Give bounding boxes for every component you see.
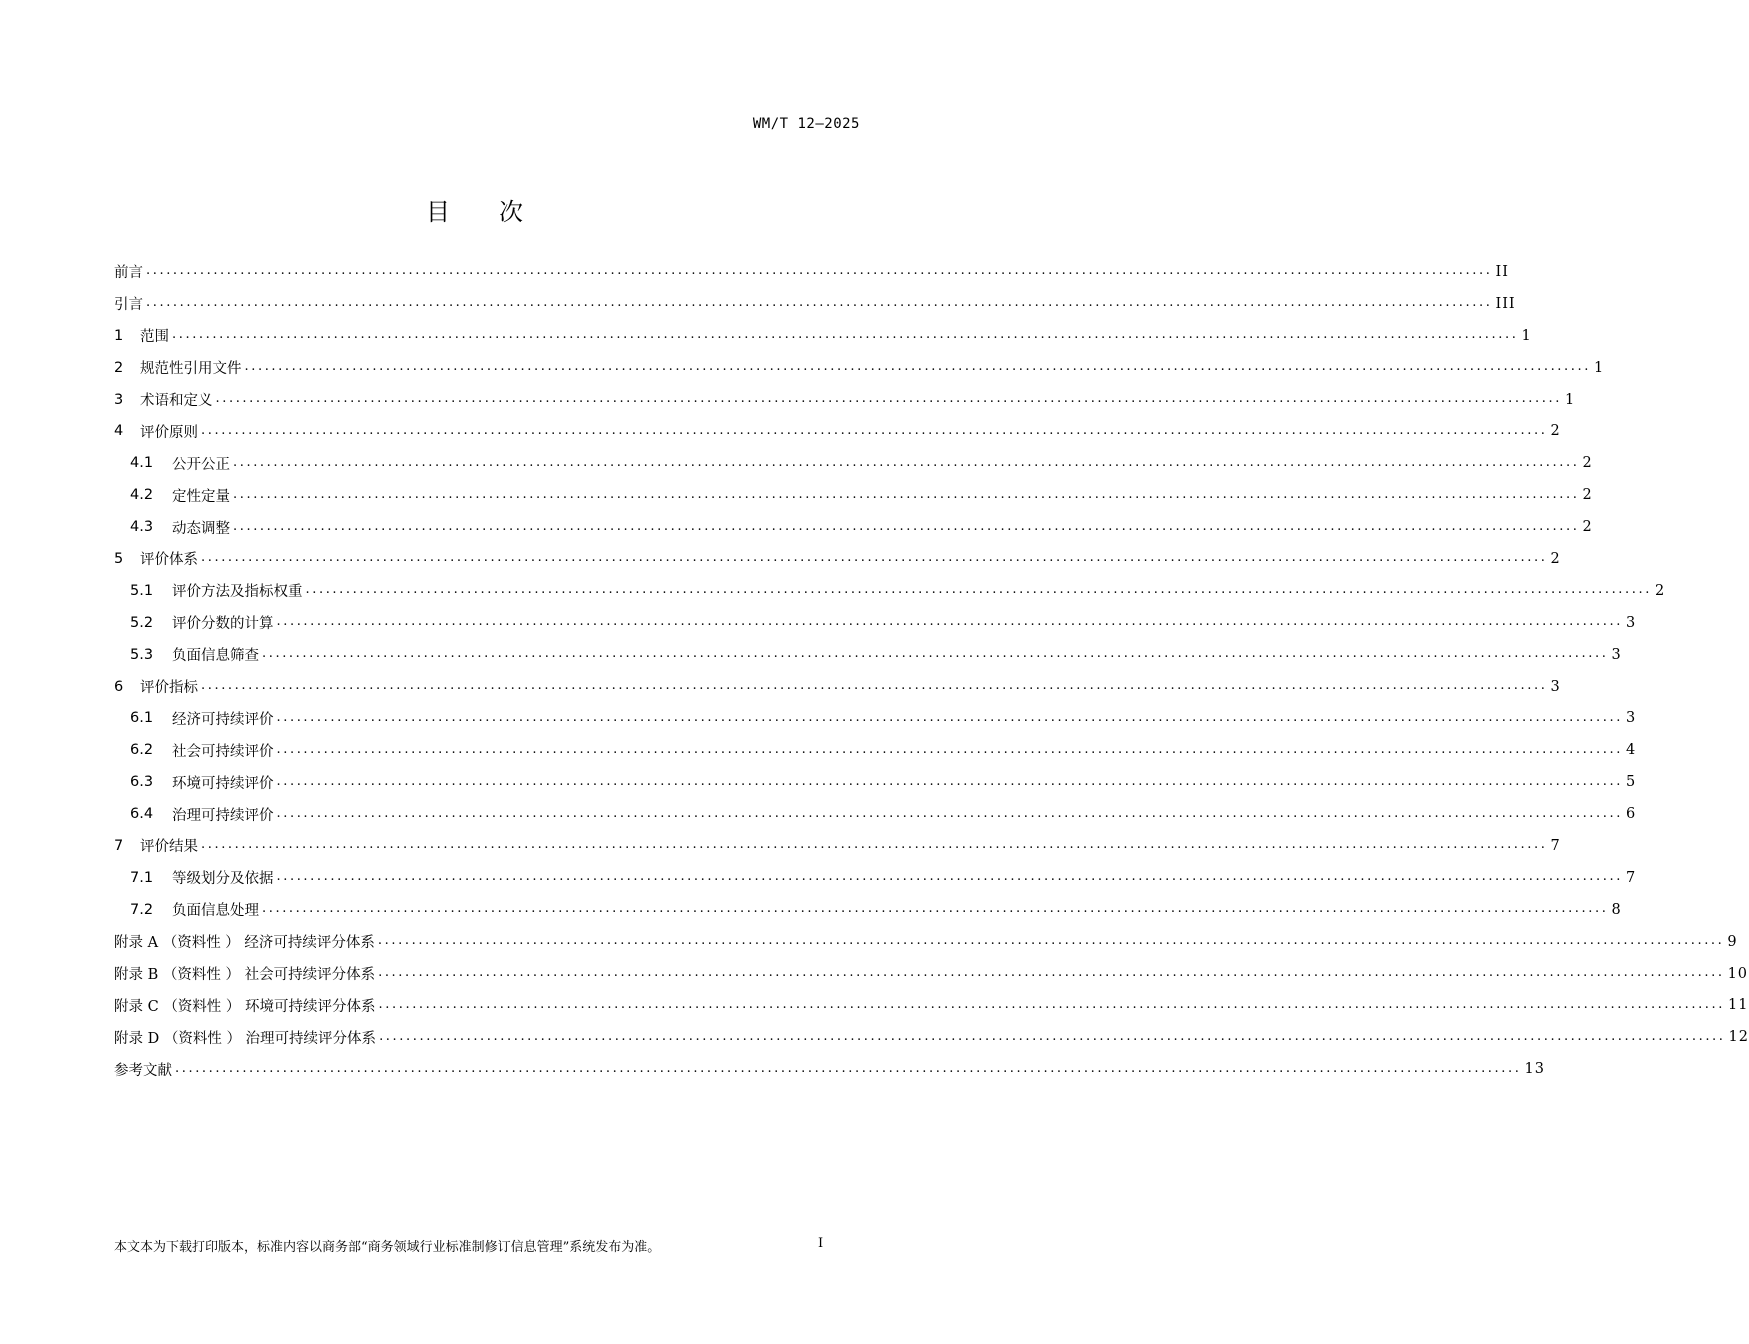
toc-entry-label: 社会可持续评价 — [172, 743, 274, 760]
toc-entry-page: 3 — [1550, 678, 1561, 695]
toc-entry-page: 12 — [1728, 1029, 1749, 1046]
toc-entry-page: 8 — [1611, 901, 1622, 918]
toc-entry-number: 6.3 — [130, 774, 154, 791]
toc-entry-page: 2 — [1582, 519, 1593, 536]
toc-entry[interactable] — [114, 702, 1637, 734]
toc-entry-number: 7 — [114, 837, 124, 854]
toc-dot-leader: ........................................................................................................................................................................................................ — [276, 614, 1623, 630]
toc-list — [114, 256, 1749, 1085]
toc-entry-label: 公开公正 — [172, 456, 230, 473]
toc-entry-number: 5 — [114, 550, 124, 567]
toc-entry[interactable] — [114, 575, 1666, 607]
toc-entry-number: 2 — [114, 359, 124, 376]
toc-dot-leader: ........................................................................................................................................................................................................ — [146, 295, 1493, 311]
footer-note: 本文本为下载打印版本，标准内容以商务部“商务领域行业标准制修订信息管理”系统发布为准。 — [114, 1240, 661, 1255]
toc-entry-page: 9 — [1727, 933, 1738, 950]
toc-dot-leader: ........................................................................................................................................................................................................ — [233, 486, 1580, 502]
toc-entry-page: 4 — [1625, 742, 1637, 759]
toc-entry[interactable] — [114, 958, 1749, 990]
toc-dot-leader: ........................................................................................................................................................................................................ — [175, 1060, 1522, 1076]
toc-entry-label: 评价结果 — [140, 839, 198, 856]
toc-entry-number: 5.3 — [130, 646, 154, 663]
toc-entry[interactable] — [114, 798, 1637, 830]
toc-entry-number: 6.1 — [130, 710, 154, 727]
toc-entry-page: 2 — [1550, 423, 1561, 440]
toc-entry-page: 3 — [1611, 646, 1622, 663]
toc-entry-page: 1 — [1593, 359, 1605, 376]
toc-dot-leader: ........................................................................................................................................................................................................ — [276, 773, 1623, 789]
document-code: WM/T 12—2025 — [752, 116, 860, 132]
toc-entry[interactable] — [114, 830, 1561, 862]
toc-entry-page: 3 — [1625, 710, 1637, 727]
toc-dot-leader: ........................................................................................................................................................................................................ — [215, 391, 1562, 406]
toc-entry-number: 3 — [114, 391, 124, 408]
toc-entry[interactable] — [114, 671, 1561, 703]
toc-title-part1: 目 — [426, 198, 451, 226]
toc-entry[interactable] — [114, 479, 1593, 511]
toc-dot-leader: ........................................................................................................................................................................................................ — [201, 837, 1548, 853]
toc-entry-label: 前言 — [114, 265, 143, 282]
toc-entry-page: 6 — [1625, 806, 1637, 823]
toc-dot-leader: ........................................................................................................................................................................................................ — [201, 550, 1548, 566]
toc-dot-leader: ........................................................................................................................................................................................................ — [276, 709, 1623, 725]
toc-dot-leader: ........................................................................................................................................................................................................ — [201, 422, 1548, 438]
toc-entry[interactable] — [114, 1053, 1545, 1085]
toc-entry-page: 3 — [1625, 614, 1637, 631]
toc-entry[interactable] — [114, 862, 1637, 894]
toc-entry[interactable] — [114, 639, 1622, 671]
toc-entry-page: 7 — [1550, 837, 1561, 854]
toc-dot-leader: ........................................................................................................................................................................................................ — [377, 933, 1725, 949]
toc-entry-number: 6.4 — [130, 806, 154, 823]
toc-dot-leader: ........................................................................................................................................................................................................ — [233, 454, 1580, 470]
toc-dot-leader: ........................................................................................................................................................................................................ — [172, 327, 1519, 343]
toc-entry-page: 13 — [1524, 1061, 1545, 1078]
toc-entry[interactable] — [114, 288, 1516, 320]
toc-entry-number: 4.2 — [130, 487, 154, 504]
toc-dot-leader: ........................................................................................................................................................................................................ — [276, 805, 1623, 821]
toc-entry-label: 评价方法及指标权重 — [172, 584, 303, 601]
toc-dot-leader: ........................................................................................................................................................................................................ — [305, 582, 1652, 598]
toc-entry-number: 6 — [114, 678, 124, 695]
toc-entry-number: 1 — [114, 327, 124, 344]
footer-page-number: I — [818, 1236, 824, 1251]
toc-entry[interactable] — [114, 734, 1637, 766]
toc-title-part2: 次 — [499, 198, 524, 226]
toc-entry-number: 6.2 — [130, 742, 154, 759]
toc-entry-label: 负面信息筛查 — [172, 648, 259, 665]
toc-entry-label: 附录 C （资料性 ） 环境可持续评分体系 — [114, 998, 376, 1015]
toc-entry-label: 术语和定义 — [140, 393, 213, 409]
toc-entry[interactable] — [114, 415, 1561, 447]
toc-entry[interactable] — [114, 989, 1749, 1021]
toc-entry-number: 5.1 — [130, 582, 154, 599]
toc-entry-label: 附录 D （资料性 ） 治理可持续评分体系 — [114, 1030, 377, 1047]
toc-dot-leader: ........................................................................................................................................................................................................ — [244, 359, 1591, 375]
toc-entry-label: 范围 — [140, 329, 169, 346]
toc-entry-label: 评价原则 — [140, 424, 198, 441]
toc-entry[interactable] — [114, 894, 1622, 926]
toc-entry[interactable] — [114, 352, 1605, 384]
toc-entry[interactable] — [114, 607, 1637, 639]
toc-dot-leader: ........................................................................................................................................................................................................ — [233, 518, 1580, 534]
toc-entry-page: 1 — [1521, 327, 1532, 344]
toc-entry-page: 2 — [1654, 582, 1666, 599]
toc-dot-leader: ........................................................................................................................................................................................................ — [379, 1028, 1726, 1044]
toc-entry-number: 4.1 — [130, 455, 154, 472]
toc-entry-number: 4.3 — [130, 519, 154, 536]
toc-entry-label: 经济可持续评价 — [172, 711, 274, 728]
toc-entry-page: 5 — [1625, 774, 1637, 791]
toc-entry-label: 评价体系 — [140, 552, 198, 569]
toc-entry[interactable] — [114, 256, 1509, 288]
toc-entry[interactable] — [114, 320, 1532, 352]
toc-dot-leader: ........................................................................................................................................................................................................ — [378, 965, 1725, 981]
toc-entry-label: 治理可持续评价 — [172, 807, 274, 824]
toc-entry-number: 4 — [114, 423, 124, 440]
toc-entry-number: 7.1 — [130, 869, 154, 886]
toc-entry-label: 评价指标 — [140, 680, 198, 697]
toc-entry-label: 等级划分及依据 — [172, 871, 274, 888]
toc-entry-page: 11 — [1728, 997, 1749, 1014]
toc-entry-label: 动态调整 — [172, 520, 230, 537]
toc-entry-label: 附录 A （资料性 ） 经济可持续评分体系 — [114, 935, 375, 952]
toc-entry[interactable] — [114, 511, 1593, 543]
toc-entry-label: 环境可持续评价 — [172, 775, 274, 792]
toc-entry-label: 定性定量 — [172, 488, 230, 505]
toc-dot-leader: ........................................................................................................................................................................................................ — [262, 901, 1609, 917]
toc-dot-leader: ........................................................................................................................................................................................................ — [276, 869, 1623, 885]
toc-entry[interactable] — [114, 447, 1593, 479]
toc-dot-leader: ........................................................................................................................................................................................................ — [378, 996, 1725, 1012]
toc-dot-leader: ........................................................................................................................................................................................................ — [146, 263, 1493, 279]
toc-entry-page: 2 — [1550, 550, 1561, 567]
toc-entry[interactable] — [114, 926, 1738, 958]
toc-entry-label: 参考文献 — [114, 1062, 172, 1079]
toc-entry-number: 5.2 — [130, 614, 154, 631]
toc-dot-leader: ........................................................................................................................................................................................................ — [276, 741, 1623, 757]
toc-entry[interactable] — [114, 1021, 1749, 1053]
toc-title — [0, 192, 950, 227]
toc-dot-leader: ........................................................................................................................................................................................................ — [201, 678, 1548, 694]
toc-entry-label: 负面信息处理 — [172, 903, 259, 920]
toc-entry[interactable] — [114, 766, 1637, 798]
toc-entry-label: 附录 B （资料性 ） 社会可持续评分体系 — [114, 967, 376, 984]
toc-entry-page: 7 — [1625, 869, 1637, 886]
toc-entry-label: 评价分数的计算 — [172, 616, 274, 633]
toc-entry-page: 10 — [1727, 965, 1749, 982]
toc-entry[interactable] — [114, 543, 1561, 575]
toc-entry-page: III — [1495, 295, 1516, 312]
toc-dot-leader: ........................................................................................................................................................................................................ — [262, 646, 1609, 662]
toc-entry-label: 引言 — [114, 297, 143, 314]
toc-entry-number: 7.2 — [130, 901, 154, 918]
toc-entry-page: 2 — [1582, 455, 1593, 472]
toc-entry-page: 1 — [1564, 391, 1576, 408]
toc-entry-page: 2 — [1582, 487, 1593, 504]
toc-entry-label: 规范性引用文件 — [140, 361, 242, 378]
toc-entry[interactable] — [114, 384, 1576, 416]
toc-entry-page: II — [1495, 263, 1509, 280]
